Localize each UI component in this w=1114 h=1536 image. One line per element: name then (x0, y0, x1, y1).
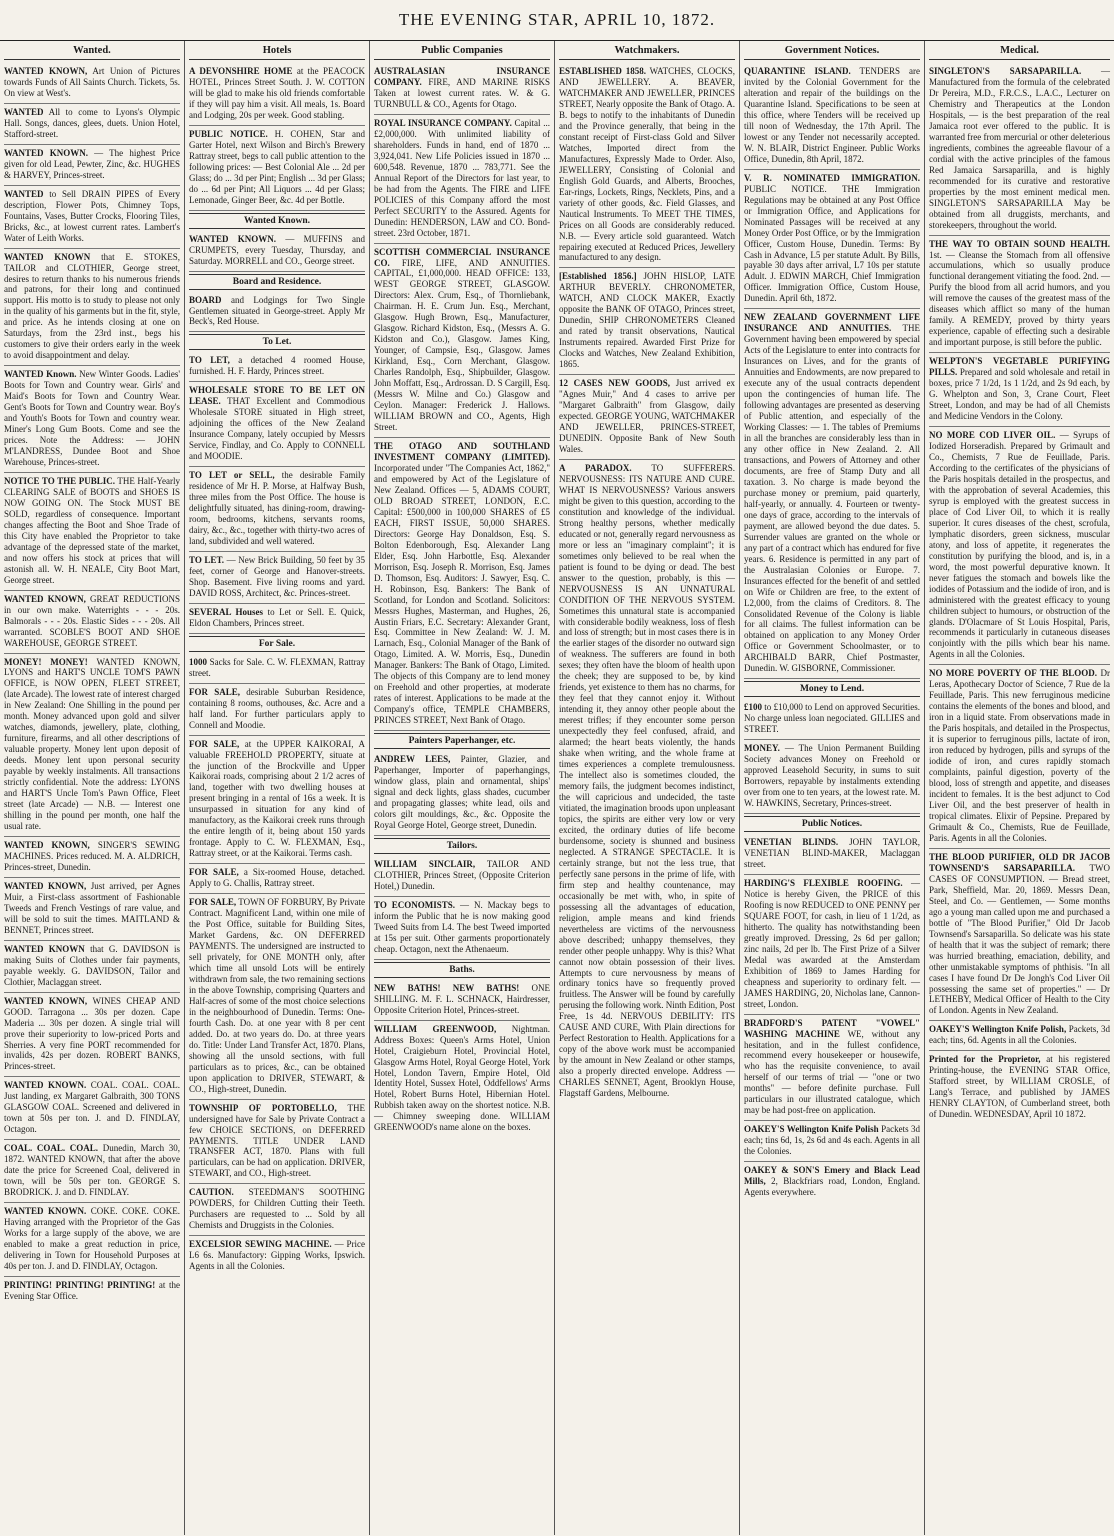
advertisement (189, 352, 365, 382)
ad-title: TO ECONOMISTS. (374, 899, 456, 910)
ad-body: PUBLIC NOTICE. THE Immigration Regulations may be obtained at any Post Office or Immigration Office, and Applications for Nominated Passages will be received at any Money Order Post Office, or by the Immigration Officer, Custom House, Dunedin. Terms: By Cash in Advance, L5 per statute Adult. By Bills, payable 30 days after arrival, L7 10s per statute Adult. J. EDWIN MARCH, Chief Immigration Officer. Immigration Office, Custom House, Dunedin. April 6th, 1872. (744, 183, 920, 304)
advertisement (559, 375, 735, 460)
advertisement (189, 654, 365, 684)
ad-title: EXCELSIOR SEWING MACHINE. (189, 1239, 332, 1250)
column-3 (370, 41, 555, 1535)
advertisement (374, 244, 550, 438)
ad-body: Just arrived, per Agnes Muir, a First-class assortment of Fashionable Tweeds and French Vestings of rare value, and will be sold to suit the times. MAITLAND & BENNET, Princes street. (4, 880, 180, 935)
ad-title: FOR SALE, (189, 897, 237, 908)
ad-body: TENDERS are invited by the Colonial Government for the alteration and repair of the buildings on the Quarantine Island. Specifications to be seen at this office, where Tenders will be received up till noon of Wednesday, the 17th April. The lowest or any Tender not necessarily accepted. W. N. BLAIR, District Engineer. Public Works Office, Dunedin, 8th April, 1872. (744, 66, 920, 164)
ad-body: FIRE, AND MARINE RISKS Taken at lowest current rates. W. & G. TURNBULL & CO., Agents for Otago. (374, 76, 550, 109)
ad-title: VENETIAN BLINDS. (744, 837, 839, 848)
advertisement (4, 473, 180, 591)
advertisement (4, 591, 180, 654)
advertisement (189, 864, 365, 894)
column-heading: Medical. (929, 41, 1110, 60)
column-heading: Wanted. (4, 41, 180, 60)
ad-body: the desirable Family residence of Mr H. P. Morse, at Halfway Bush, three miles from the Post Office. The house is delightfully situated, has dining-room, drawing-room, bedrooms, kitchens, servants rooms, dairy, &c., &c., together with thirty-two acres of land, subdivided and well watered. (189, 470, 365, 546)
ad-title: OAKEY'S Wellington Knife Polish, (929, 1024, 1067, 1035)
ad-title: WILLIAM SINCLAIR, (374, 858, 476, 869)
ad-title: WANTED KNOWN. (189, 233, 277, 244)
ad-title: THE OTAGO AND SOUTHLAND INVESTMENT COMPANY (LIMITED). (374, 441, 550, 462)
ad-body: THE Half-Yearly CLEARING SALE of BOOTS and SHOES IS NOW GOING ON. The Stock MUST BE SOLD, regardless of consequence. Important changes affecting the Boot and Shoe Trade of this City have enabled the Proprietor to take advantage of the depressed state of the market, and now offers his stock at prices that will astonish all. W. H. NEALE, City Boot Mart, George street. (4, 475, 180, 585)
ad-body: WE, without any hesitation, and in the fullest confidence, recommend every housekeeper or housewife, who has the requisite convenience, to avail herself of our terms of trial — "one or two months" — before definite purchase. Full particulars in our illustrated catalogue, which may be had post-free on application. (744, 1028, 921, 1116)
ad-body: GREAT REDUCTIONS in our own make. Waterrights - - - 20s. Balmorals - - - 20s. Elastic Sides - - - 20s. All warranted. SCOBLE'S BOOT AND SHOE WAREHOUSE, GEORGE STREET. (4, 593, 180, 648)
ad-body: — Notice is hereby Given, the PRICE of this Roofing is now REDUCED to ONE PENNY per SQUARE FOOT, for cash, in lieu of 1 1/2d, as hitherto. The quality has notwithstanding been greatly improved. Dressing, 2s 6d per gallon; zinc nails, 2d per lb. The First Prize of a Silver Medal was awarded at the Amsterdam Exhibition of 1869 to James Harding for cheapness and superiority to ordinary felt. — JAMES HARDING, 20, Nicholas lane, Cannon-street, London. (744, 877, 920, 1009)
masthead: THE EVENING STAR, APRIL 10, 1872. (0, 0, 1114, 41)
ad-body: FIRE, LIFE, AND ANNUITIES. CAPITAL, £1,000,000. HEAD OFFICE: 133, WEST GEORGE STREET, GLASGOW. Directors: Alex. Crum, Esq., of Thornliebank, Chairman. H. E. Crum Jun. Esq., Merchant, Glasgow. Hugh Brown, Esq., Manufacturer, Glasgow. Richard Kidston, Esq., (Messrs A. G. Kidston and Co.), Glasgow. James King, Younger, of Campsie, Esq., Glasgow. James Kirkland, Esq., Corn Merchant, Glasgow. Charles Randolph, Esq., Shipbuilder, Glasgow. John Moffatt, Esq., Ardrossan. D. S Cargill, Esq. (Messrs W. Milne and Co.) Glasgow and Ceylon. Manager: Frederick J. Hallows. WILLIAM BROWN and CO., Agents, High Street. (374, 257, 550, 433)
ad-body: Nightman. Address Boxes: Queen's Arms Hotel, Union Hotel, Craigieburn Hotel, Provincial Hotel, Glasgow Arms Hotel, Royal George Hotel, York Hotel, London Tavern, Empire Hotel, Old Identity Hotel, Sussex Hotel, Oddfellows' Arms Hotel, Robert Burns Hotel, Hibernian Hotel. Rubbish taken away on the shortest notice. N.B. — Chimney sweeping done. WILLIAM GREENWOOD's name alone on the boxes. (374, 1023, 551, 1133)
column-1 (0, 41, 185, 1535)
ad-title: WILLIAM GREENWOOD, (374, 1023, 497, 1034)
advertisement (744, 63, 920, 170)
advertisement (929, 63, 1110, 236)
advertisement (929, 1021, 1110, 1051)
ad-title: Printed for the Proprietor, (929, 1054, 1041, 1065)
ad-body: Just arrived ex "Agnes Muir," And 4 cases to arrive per "Margaret Galbraith" from Glasgow, daily expected. GEORGE YOUNG, WATCHMAKER AND JEWELLER, PRINCES-STREET, DUNEDIN. Opposite Bank of New South Wales. (559, 378, 735, 454)
ad-body: — The Union Permanent Building Society advances Money on Freehold or approved Leasehold Security, in sums to suit Borrowers, repayable by instalments extending over from one to ten years, at the lowest rate. M. W. HAWKINS, Secretary, Princes-street. (744, 743, 920, 809)
ad-title: CAUTION. (189, 1187, 234, 1198)
advertisement (189, 552, 365, 604)
advertisement (374, 856, 550, 897)
ad-body: at the Evening Star Office. (4, 1279, 180, 1301)
ad-title: TO LET, (189, 355, 230, 366)
advertisement (189, 126, 365, 211)
ad-title: SINGLETON'S SARSAPARILLA. (929, 66, 1082, 76)
advertisement (374, 63, 550, 115)
ad-body: — Syrups of Iodized Horseradish. Prepared by Grimault and Co., Chemists, 7 Rue de Feuillade, Paris. According to the certificates of the physicians of the Paris hospitals detailed in the prospectus, and with the approbation of several Academies, this syrup is employed with the greatest success in place of Cod Liver Oil, to which it is really superior. It cures diseases of the chest, scrofula, lymphatic disorders, green sickness, muscular atony, and loss of appetite, it regenerates the constitution by purifying the blood, and is, in a word, the most powerful depurative known. It never fatigues the stomach and bowels like the iodides of Potassium and the iodide of iron, and is administered with the greatest efficacy to young children subject to humours, or obstruction of the glands. D'Olacmare of St Louis Hospital, Paris, recommends it particularly in cutaneous diseases conjointly with the pills which bear his name. Agents in all the Colonies. (929, 430, 1110, 660)
ad-title: SCOTTISH COMMERCIAL INSURANCE CO. (374, 246, 550, 268)
advertisement (189, 604, 365, 634)
advertisement (744, 699, 920, 740)
ad-body: 1st. — Cleanse the Stomach from all offensive accumulations, which so usually produce functional derangement vitiating the food. 2nd. — Purify the blood from all acrid humors, and you will remove the causes of the greatest mass of the diseases which afflict so many of the human family. A REMEDY, proved by thirty years experience, capable of effecting such a desirable and important purpose, is still before the public. (929, 249, 1110, 348)
ad-body: JOHN TAYLOR, VENETIAN BLIND-MAKER, Maclaggan street. (744, 837, 920, 869)
ad-title: NEW BATHS! NEW BATHS! (374, 982, 520, 993)
ad-title: WANTED (4, 106, 44, 117)
ad-body: to Sell DRAIN PIPES of Every description, Flower Pots, Chimney Tops, Fountains, Vases, Butter Crocks, Flooring Tiles, Bricks, &c., at lowest current rates. Lambert's Water of Leith Works. (4, 188, 180, 243)
advertisement (374, 897, 550, 960)
advertisement (744, 1015, 920, 1122)
ad-body: Capital ... £2,000,000. With unlimited liability of shareholders. Funds in hand, end of 1870 ... 3,924,041. New Life Policies issued in 1870 ... 600,548. Revenue, 1870 ... 783,771. See the Annual Report of the Directors for last year, to be had from the Agents. The FIRE and LIFE POLICIES of this Company afford the most Perfect SECURITY to the Assured. Agents for Dunedin: HENDERSON, LAW and CO. Bond-street. 23rd October, 1871. (374, 117, 550, 238)
advertisement (4, 145, 180, 186)
ad-title: A PARADOX. (559, 462, 632, 473)
ad-body: Art Union of Pictures towards Funds of All Saints Church. Tickets, 5s. On view at West's. (4, 66, 180, 98)
ad-body: that E. STOKES, TAILOR and CLOTHIER, George street, desires to return thanks to his numerous friends and patrons, for their long and continued support. His motto is to study to please not only in the quality of his garments but in the fit, style, and price. As he intends closing at one on Saturdays, from the 23rd inst., begs his customers to give their orders early in the week to avoid disappointment and delay. (4, 251, 180, 361)
ad-title: PRINTING! PRINTING! PRINTING! (4, 1279, 156, 1290)
ad-title: WANTED KNOWN (4, 943, 85, 954)
advertisement (189, 684, 365, 736)
ad-body: — Price L6 6s. Manufactory: Gipping Works, Ipswich. Agents in all the Colonies. (189, 1239, 365, 1272)
advertisement (189, 1100, 365, 1185)
advertisement (744, 740, 920, 814)
advertisement (929, 236, 1110, 354)
column-4 (555, 41, 740, 1535)
advertisement (189, 292, 365, 333)
ad-title: MONEY. (744, 743, 780, 754)
ad-title: ESTABLISHED 1858. (559, 66, 646, 76)
ad-title: FOR SALE, (189, 738, 240, 749)
ad-title: THE BLOOD PURIFIER, OLD DR JACOB TOWNSEND'S SARSAPARILLA. (929, 851, 1110, 873)
ad-title: PUBLIC NOTICE. (189, 128, 268, 139)
ad-title: A DEVONSHIRE HOME (189, 66, 293, 76)
ad-body: at his registered Printing-house, the EVENING STAR Office, Stafford street, by WILLIAM CROSLE, of Lang's Terrace, and published by JAMES HENRY CLAYTON, of Cumberland street, both of Dunedin. WEDNESDAY, April 10 1872. (929, 1054, 1111, 1120)
ad-body: THE undersigned have for Sale by Private Contract a few CHOICE SECTIONS, on DEFERRED PAYMENTS. TITLE UNDER LAND TRANSFER ACT, 1870. Plans with full particulars, can be had on application. DRIVER, STEWART, and CO., High-street. (189, 1102, 365, 1179)
ad-body: COAL. COAL. COAL. Just landing, ex Margaret Galbraith, 300 TONS GLASGOW COAL. Screened and delivered in town at 50s per ton. J. and D. FINDLAY, Octagon. (4, 1080, 181, 1135)
advertisement (929, 1051, 1110, 1124)
ad-body: 2, Blackfriars road, London, England. Agents everywhere. (744, 1176, 920, 1198)
column-6 (925, 41, 1114, 1535)
section-heading: Tailors. (374, 838, 550, 854)
ad-body: TAILOR AND CLOTHIER, Princes Street, (Opposite Criterion Hotel,) Dunedin. (374, 858, 550, 891)
ad-body: desirable Suburban Residence, containing 8 rooms, outhouses, &c. Acre and a half land. For further particulars apply to Connell and Moodie. (189, 686, 365, 730)
advertisement (4, 366, 180, 473)
ad-body: Prepared and sold wholesale and retail in boxes, price 7 1/2d, 1s 1 1/2d, and 2s 9d each, by G. Whelpton and Son, 3, Crane Court, Fleet Street, London, and may be had of all Chemists and Medicine Vendors in the Colony. (929, 367, 1110, 422)
ad-title: 1000 (189, 656, 207, 667)
advertisement (374, 980, 550, 1021)
ad-body: New Winter Goods. Ladies' Boots for Town and Country wear. Girls' and Maid's Boots for Town and Country Wear. Gent's Boots for Town and Country wear. Boy's and Youth's Boots for Town and country wear. Miner's Long Gum Boots. Come and see the prices. Note the Address: — JOHN M'LANDRESS, Dundee Boot and Shoe Warehouse, Princes-street. (4, 369, 180, 467)
advertisement (744, 170, 920, 310)
ad-body: — The highest Price given for old Lead, Pewter, Zinc, &c. HUGHES & HARVEY, Princes-street. (4, 147, 180, 180)
advertisement (4, 1140, 180, 1203)
ad-body: Dunedin, March 30, 1872. WANTED KNOWN, that after the above date the price for Screened Coal, delivered in town, will be 50s per ton. GEORGE S. BRODRICK. J. and D. FINDLAY. (4, 1143, 180, 1198)
ad-body: Painter, Glazier, and Paperhanger, Importer of paperhangings, window glass, plain and ornamental, ships' signal and deck lights, glass shades, cucumber and propagating glasses; white lead, oils and colors gilt mouldings, &c., &c. Opposite the Royal George Hotel, George street, Dunedin. (374, 754, 550, 830)
ad-title: WELPTON'S VEGETABLE PURIFYING PILLS. (929, 356, 1110, 378)
ad-body: STEEDMAN'S SOOTHING POWDERS, for Children Cutting their Teeth. Purchasers are requested to ... Sold by all Chemists and Druggists in the Colonies. (189, 1187, 365, 1231)
section-heading: Painters Paperhanger, etc. (374, 733, 550, 749)
advertisement (4, 63, 180, 104)
ad-body: Incorporated under "The Companies Act, 1862," and empowered by Act of the Legislature of New Zealand. Offices — 5, ADAMS COURT, OLD BROAD STREET, LONDON, E.C. Capital: £500,000 in 100,000 SHARES of £5 EACH, FIRST ISSUE, 50,000 SHARES. Directors: George Hay Donaldson, Esq. S. Bolton Edenborough, Esq. Alexander Lang Elder, Esq. John Harbottle, Esq. Alexander Morrison, Esq. Joseph R. Morrison, Esq. James D. Thomson, Esq. Auditors: J. Sawyer, Esq. C. H. Robinson, Esq. Bankers: The Bank of Scotland, for London and Scotland. Solicitors: Messrs Hughes, Masterman, and Hughes, 26, Austin Friars, E.C. Secretary: Alexander Grant, Esq. Committee in New Zealand: W. J. M. Larnach, Esq., Colonial Manager of the Bank of Otago, Limited. A. W. Morris, Esq., Dunedin Manager. Bankers: The Bank of Otago, Limited. The objects of this Company are to lend money on Freehold and other properties, at moderate rates of interest. Applications to be made at the Company's office, TEMPLE CHAMBERS, PRINCES STREET, Next Bank of Otago. (374, 462, 550, 726)
ad-title: MONEY! MONEY! (4, 656, 88, 667)
ad-body: a detached 4 roomed House, furnished. H. F. Hardy, Princes street. (189, 355, 365, 377)
ad-body: THE Government having been empowered by special Acts of the Legislature to enter into contracts for Insurances on Lives, and for the grants of Annuities and Endowments, are now prepared to execute any of the usual contracts dependent upon the contingencies of human life. The following advantages are presented as deserving of Public attention, and especially of the Working Classes: — 1. The tables of Premiums in all the branches are considerably less than in any other office in New Zealand. 2. All transactions, and Powers of Attorney and other documents, are free of Stamp Duty and all taxation. 3. No charge is made beyond the purchase money or premium, paid quarterly, half-yearly, or annually. 4. Fourteen or twenty-one days of grace, according to the intervals of payment, are allowed beyond the due dates. 5. Surrender values are granted on the whole or any part of a contract which has endured for five years. 6. Residence is permitted in any part of the Australasian Colonies or Europe. 7. Insurances effected for the benefit of and settled on Wife or Children are free, to the extent of L2,000, from the claims of Creditors. 8. The Consolidated Revenue of the Colony is liable for all claims. The fullest information can be obtained on application to any Money Order Office or Government Schoolmaster, or to ARCHIBALD BARR, Chief Postmaster, Dunedin. W. GISBORNE, Commissioner. (744, 323, 920, 674)
ad-body: — MUFFINS and CRUMPETS, every Tuesday, Thursday, and Saturday. MORRELL and CO., George street. (189, 233, 365, 266)
advertisement (189, 231, 365, 272)
column-heading: Hotels (189, 41, 365, 60)
ad-title: WANTED KNOWN, (4, 593, 86, 604)
ad-title: WANTED KNOWN, (4, 66, 88, 76)
ad-title: £100 (744, 702, 762, 713)
ad-body: and Lodgings for Two Single Gentlemen situated in George-street. Apply Mr Beck's, Red House. (189, 294, 365, 327)
ad-title: NO MORE POVERTY OF THE BLOOD. (929, 668, 1098, 679)
advertisement (374, 115, 550, 244)
ad-title: WANTED KNOWN. (4, 147, 88, 158)
advertisement (929, 353, 1110, 427)
ad-title: BOARD (189, 294, 222, 305)
advertisement (189, 736, 365, 865)
advertisement (4, 104, 180, 145)
ad-body: WATCHES, CLOCKS, AND JEWELLERY. A. BEAVER, WATCHMAKER AND JEWELLER, PRINCES STREET, Nearly opposite the Bank of Otago. A. B. begs to notify to the inhabitants of Dunedin and the Province generally, that being in the constant receipt of First-class Gold and Silver Watches, Imported direct from the Manufactures, Expressly Made to Order. Also, JEWELLERY, Consisting of Colonial and English Gold Guards, and Alberts, Brooches, Ear-rings, Lockets, Rings, Necklets, Pins, and a variety of other goods, &c. Field Glasses, and Nautical Instruments. To MEET THE TIMES, Prices on all Goods are considerably reduced. N.B. — Every article sold guaranteed. Watch repairing executed at Reduced Prices, Jewellery manufactured to any design. (559, 66, 735, 263)
ad-body: WINES CHEAP AND GOOD. Tarragona ... 30s per dozen. Cape Maderia ... 30s per dozen. A single trial will prove their superiority to low-priced Ports and Sherries. A very fine PORT recommended for invalids, 42s per dozen. ROBERT BANKS, Princes-street. (4, 995, 180, 1072)
ad-title: BRADFORD'S PATENT "VOWEL" WASHING MACHINE (744, 1017, 920, 1039)
ad-title: WANTED KNOWN. (4, 1206, 87, 1217)
advertisement (744, 834, 920, 875)
ad-title: NO MORE COD LIVER OIL. (929, 430, 1056, 441)
newspaper-columns (0, 41, 1114, 1535)
ad-title: AUSTRALASIAN INSURANCE COMPANY. (374, 66, 550, 87)
ad-title: QUARANTINE ISLAND. (744, 66, 851, 76)
ad-title: TOWNSHIP OF PORTOBELLO, (189, 1102, 337, 1113)
ad-title: WANTED KNOWN, (4, 880, 87, 891)
section-heading: For Sale. (189, 636, 365, 652)
ad-title: HARDING'S FLEXIBLE ROOFING. (744, 877, 903, 888)
advertisement (744, 309, 920, 679)
ad-body: at the PEACOCK HOTEL, Princes Street South. J. W. COTTON will be glad to make his old friends comfortable if they will pay him a visit. All meals, 1s. Board and Lodging, 20s per week. Good stabling. (189, 66, 365, 120)
ad-title: OAKEY & SON'S Emery and Black Lead Mills, (744, 1165, 920, 1187)
ad-title: WANTED KNOWN, (4, 995, 88, 1006)
ad-title: WANTED Known. (4, 369, 77, 380)
ad-title: WANTED KNOWN. (4, 1080, 87, 1091)
ad-title: ANDREW LEES, (374, 754, 451, 765)
column-5 (740, 41, 925, 1535)
ad-body: SINGER'S SEWING MACHINES. Prices reduced. M. A. ALDRICH, Princes-street, Dunedin. (4, 840, 180, 872)
advertisement (4, 249, 180, 367)
advertisement (4, 837, 180, 878)
ad-title: OAKEY'S Wellington Knife Polish (744, 1124, 879, 1135)
ad-title: THE WAY TO OBTAIN SOUND HEALTH. (929, 238, 1110, 249)
advertisement (4, 1277, 180, 1306)
advertisement (374, 1021, 550, 1138)
ad-body: JOHN HISLOP, LATE ARTHUR BEVERLY. CHRONOMETER, WATCH, AND CLOCK MAKER, Exactly opposite the BANK OF OTAGO, Princes street, Dunedin, SHIP CHRONOMETERS Cleaned and rated by transit observations, Nautical Instruments repaired. Awarded First Prize for Clocks and Watches, New Zealand Exhibition, 1865. (559, 271, 735, 370)
ad-title: NEW ZEALAND GOVERNMENT LIFE INSURANCE AND ANNUITIES. (744, 312, 920, 334)
advertisement (559, 460, 735, 1103)
ad-title: WANTED KNOWN, (4, 840, 90, 850)
advertisement (744, 1121, 920, 1162)
ad-title: ROYAL INSURANCE COMPANY. (374, 117, 512, 128)
ad-title: 12 CASES NEW GOODS, (559, 378, 671, 389)
section-heading: Money to Lend. (744, 681, 920, 697)
advertisement (4, 941, 180, 993)
column-2 (185, 41, 370, 1535)
column-heading: Watchmakers. (559, 41, 735, 60)
advertisement (189, 382, 365, 467)
ad-title: FOR SALE, (189, 686, 241, 697)
ad-body: Sacks for Sale. C. W. FLEXMAN, Rattray street. (189, 656, 365, 678)
advertisement (559, 63, 735, 268)
section-heading: Wanted Known. (189, 213, 365, 229)
ad-body: COKE. COKE. COKE. Having arranged with the Proprietor of the Gas Works for a large supply of the above, we are enabled to make a great reduction in price, delivering in Town for Household Purposes at 40s per ton. J. and D. FINDLAY, Octagon. (4, 1206, 181, 1271)
ad-body: a Six-roomed House, detached. Apply to G. Challis, Rattray street. (189, 867, 365, 889)
advertisement (744, 875, 920, 1015)
advertisement (929, 849, 1110, 1022)
advertisement (374, 751, 550, 836)
ad-body: to Let or Sell. E. Quick, Eldon Chambers, Princes street. (189, 606, 365, 628)
section-heading: Board and Residence. (189, 274, 365, 290)
ad-body: — N. Mackay begs to inform the Public that he is now making good Tweed Suits from L4. The best Tweed imported at 15s per suit. Other garments proportionately cheap. Octagon, next the Athenaeum. (374, 899, 551, 954)
section-heading: To Let. (189, 334, 365, 350)
ad-body: All to come to Lyons's Olympic Hall. Songs, dances, glees, duets. Union Hotel, Stafford-street. (4, 106, 180, 139)
advertisement (374, 438, 550, 731)
ad-body: TO SUFFERERS. NERVOUSNESS: ITS NATURE AND CURE. WHAT IS NERVOUSNESS? Various answers might be given to this question, according to the constitution and knowledge of the individual. Strong healthy persons, whether medically educated or not, generally regard nervousness as more or less an "imaginary complaint"; it is sometimes only believed to be real when the patient is found to be dying or dead. The best answer to the question, probably, is this — NERVOUSNESS IS AN UNNATURAL CONDITION OF THE NERVOUS SYSTEM. Sometimes this unnatural state is accompanied with considerable bodily weakness, loss of flesh and loss of strength; but in most cases there is in the earlier stages of the disorder no outward sign of weakness. The sufferers are found in both sexes; they often have the bloom of health upon the cheek; they are supposed to be, by kind friends, yet existence to them has no charms, for they feel that they cannot enjoy it. Without intending it, they annoy other people about the merest trifles; if they encounter some person unexpectedly they feel confused, afraid, and alarmed; the heart beats violently, the hands shake when writing, and the whole frame at times experiences a complete tremulousness. The intellect also is sometimes clouded, the memory fails, the judgment becomes indistinct, the will capricious and undecided, the taste vitiated, the imagination broods upon unpleasant topics, the spirits are either very low or very excited, the ordinary duties of life become burdensome, society is shunned and business neglected. A STRANGE SPECTACLE. It is certainly strange, but not the less true, that perfectly sane persons in the prime of life, with firm step and healthy countenance, may occasionally be met with, who, in spite of possessing all the advantages of education, religion, ample means and kind friends nevertheless are victims of the nervousness above described; unhappy themselves, they render other people unhappy. Why is this? What cannot now obtain possession of their lives. Attempts to cure nervousness by means of ordinary tonics have so frequently proved fruitless. The Answer will be found by carefully perusing the following work. Ninth Edition, Post Free, 1s 4d. NERVOUS DEBILITY: ITS CAUSE AND CURE, With Plain directions for Perfect Restoration to Health. Applications for a copy of the above work must be accompanied by the amount in New Zealand or other stamps, also a properly directed envelope. Address — CHARLES SENNET, Agent, Brooklyn House, Flagstaff Gardens, Melbourne. (559, 462, 735, 1099)
ad-body: Packets 3d each; tins 6d, 1s, 2s 6d and 4s each. Agents in all the Colonies. (744, 1124, 921, 1157)
advertisement (189, 467, 365, 552)
ad-title: NOTICE TO THE PUBLIC. (4, 475, 115, 486)
ad-body: THAT Excellent and Commodious Wholesale STORE situated in High street, adjoining the offices of the New Zealand Insurance Company, lately occupied by Messrs Service, Findlay, and Co. Apply to CONNELL and MOODIE. (189, 396, 365, 462)
ad-body: WANTED KNOWN, LYONS and HART'S UNCLE TOM'S PAWN OFFICE, is NOW OPEN, FLEET STREET, (late Arcade). The lowest rate of interest charged in New Zealand: One Shilling in the pound per month. Money advanced upon gold and silver watches, diamonds, jewellery, plate, clothing, furniture, firearms, and all other descriptions of valuable property. Money lent upon deposit of deeds. Money lent upon personal security payable by weekly instalments. All transactions strictly confidential. Note the address: LYONS and HART'S Uncle Tom's Pawn Office, Fleet street (late Arcade) — N.B. — Interest one shilling in the pound per month, one half the usual rate. (4, 656, 180, 832)
ad-title: WHOLESALE STORE TO BE LET ON LEASE. (189, 385, 365, 407)
advertisement (929, 427, 1110, 665)
advertisement (559, 268, 735, 375)
ad-title: [Established 1856.] (559, 271, 637, 282)
column-heading: Government Notices. (744, 41, 920, 60)
ad-body: TWO CASES OF CONSUMPTION. — Bread street, Park, Sheffield, Mar. 20, 1869. Messrs Dean, Steel, and Co. — Gentlemen, — Some months ago a young man called upon me and purchased a bottle of "The Blood Purifier," Old Dr Jacob Townsend's Sarsaparilla. So delicate was his state of health that it was the subject of remark; there was hurried breathing, emaciation, debility, and other unmistakable symptoms of phthisis. "In all cases I have found Dr De Jongh's Cod Liver Oil possessing the same set of properties." — Dr LETHEBY, Medical Officer of Health to the City of London. Agents in New Zealand. (929, 862, 1110, 1016)
advertisement (4, 654, 180, 838)
ad-body: H. COHEN, Star and Garter Hotel, next Wilson and Birch's Brewery Rattray street, begs to call public attention to the following prices: — Best Colonial Ale ... 2d per Glass; do ... 3d per Pint; English ... 3d per Glass; do ... 6d per Pint; All Liquors ... 4d per Glass; Lemonade, Ginger Beer, &c. 4d per Bottle. (189, 128, 365, 205)
ad-title: TO LET. (189, 554, 225, 565)
ad-body: TOWN OF FORBURY, By Private Contract. Magnificent Land, within one mile of the Post Office, suitable for Building Sites, Market Gardens, &c. ON DEFERRED PAYMENTS. The undersigned are instructed to sell privately, for ONE MONTH only, after which time all unsold Lots will be entirely withdrawn from sale, the two remaining sections in the above Township, comprising Quarters and Half-acres of some of the most choice selections in the neighbourhood of Dunedin. Terms: One-fourth Cash. Do. at one year with 8 per cent added. Do. at two years do. Do. at three years do. Title: Under Land Transfer Act, 1870. Plans, showing all the unsold sections, with full particulars as to prices, &c., can be obtained upon application to DRIVER, STEWART, & CO., High-street, Dunedin. (189, 897, 365, 1094)
advertisement (4, 1203, 180, 1277)
ad-title: V. R. NOMINATED IMMIGRATION. (744, 172, 920, 183)
ad-body: ONE SHILLING. M. F. L. SCHNACK, Hairdresser, Opposite Criterion Hotel, Princes-street. (374, 982, 550, 1015)
ad-body: — New Brick Building, 50 feet by 35 feet, corner of George and Hanover-streets. Shop. Basement. Five living rooms and yard. DAVID ROSS, Architect, &c. Princes-street. (189, 554, 365, 598)
advertisement (189, 1184, 365, 1236)
column-heading: Public Companies (374, 41, 550, 60)
ad-title: COAL. COAL. COAL. (4, 1143, 99, 1154)
advertisement (929, 665, 1110, 849)
ad-body: that G. DAVIDSON is making Suits of Clothes under fair payments, payable weekly. G. DAVIDSON, Tailor and Clothier, Maclaggan street. (4, 943, 180, 987)
ad-title: FOR SALE, (189, 867, 239, 878)
advertisement (4, 993, 180, 1078)
section-heading: Baths. (374, 962, 550, 978)
ad-body: at the UPPER KAIKORAI, A valuable FREEHOLD PROPERTY, situate at the junction of the Brockville and Upper Kaikorai roads, comprising about 2 1/2 acres of land, together with two dwelling houses at present bringing in a rental of 16s a week. It is unsurpassed in situation for any kind of manufactory, as the Kaikorai creek runs through the entire length of it, being about 150 yards frontage. Apply to C. W. FLEXMAN, Esq., Rattray street, or at the Kaikorai. Terms cash. (189, 738, 366, 859)
ad-title: TO LET or SELL, (189, 470, 275, 481)
ad-body: Packets, 3d each; tins, 6d. Agents in all the Colonies. (929, 1024, 1111, 1046)
advertisement (189, 63, 365, 126)
section-heading: Public Notices. (744, 816, 920, 832)
advertisement (189, 894, 365, 1099)
ad-title: SEVERAL Houses (189, 606, 264, 617)
ad-body: to £10,000 to Lend on approved Securities. No charge unless loan negociated. GILLIES and STREET. (744, 702, 920, 735)
advertisement (189, 1236, 365, 1276)
advertisement (4, 1077, 180, 1140)
ad-body: Dr Leras, Apothecary Doctor of Science, 7 Rue de la Feuillade, Paris. This new ferruginous medicine contains the elements of the bones and blood, and iron in a liquid state. From observations made in the Paris hospitals, and detailed in the Prospectus, it is superior to ferruginous pills, lactate of iron, iron reduced by hydrogen, pills and syrups of the iodide of iron, and cures rapidly stomach complaints, painful digestion, poverty of the blood, loss of strength and appetite, and diseases incident to females. It is the best adjunct to Cod Liver Oil, and the best preserver of health in tropical climates. Elixir of Pepsine. Prepared by Grimault & Co., Chemists, Rue de Feuillade, Paris. Agents in all the Colonies. (929, 668, 1110, 843)
advertisement (4, 186, 180, 249)
ad-title: WANTED KNOWN (4, 251, 91, 262)
advertisement (4, 878, 180, 941)
advertisement (744, 1162, 920, 1202)
ad-body: — Manufactured from the formula of the celebrated Dr Pereira, M.D., F.R.C.S., L.A.C., Lecturer on Chemistry and Therapeutics at the London Hospitals, — is the best preparation of the real Jamaica root ever offered to the public. It is warranted free from mercurial or other deleterious ingredients, combines the agreeable flavour of a cordial with the active principles of the famous Red Jamaica Sarsaparilla, and is highly recommended for its curative and restorative properties by the most eminent medical men. SINGLETON'S SARSAPARILLA May be obtained from all druggists, merchants, and storekeepers, throughout the world. (929, 66, 1110, 230)
ad-title: WANTED (4, 188, 44, 199)
